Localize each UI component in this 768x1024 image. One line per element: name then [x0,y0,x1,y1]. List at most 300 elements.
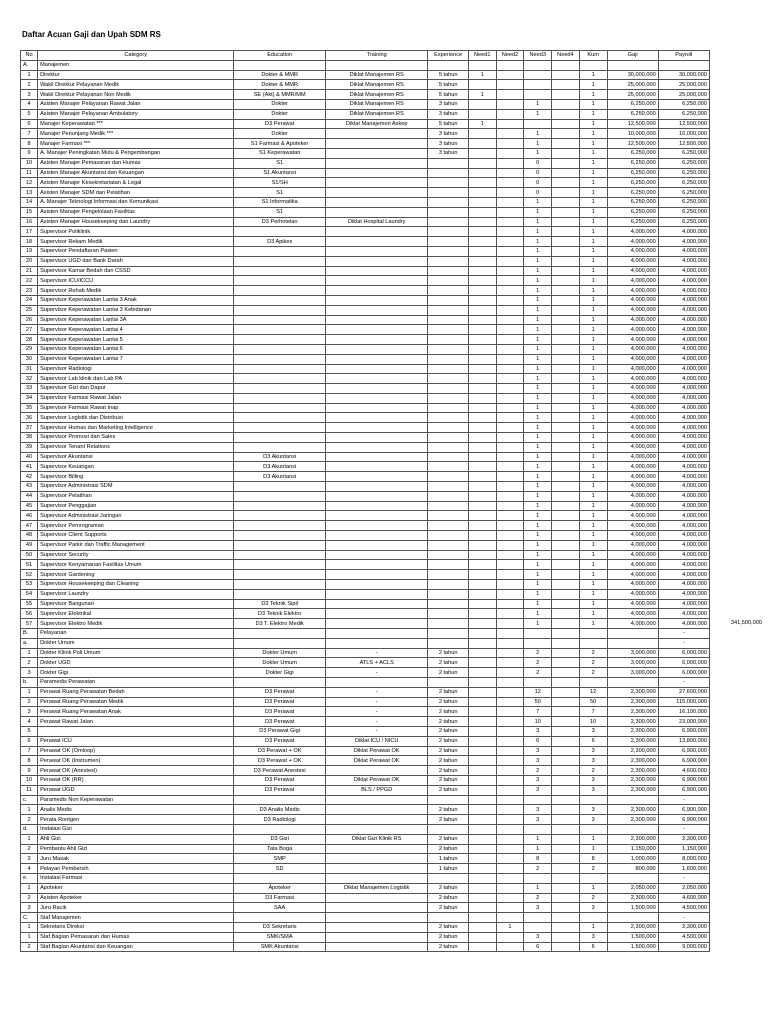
cell-need4 [552,60,580,70]
cell-need2 [496,335,524,345]
cell-experience [428,188,469,198]
cell-training [326,393,428,403]
cell-need4 [552,501,580,511]
cell-no: 22 [21,276,38,286]
cell-experience: 2 tahun [428,785,469,795]
cell-payroll: - [658,873,709,883]
cell-category: Perawat ICU [38,736,234,746]
cell-gaji: 25,000,000 [607,90,658,100]
cell-education [234,286,326,296]
cell-need1 [468,942,496,952]
cell-training [326,932,428,942]
cell-kum: 6 [579,736,607,746]
header-need4: Need4 [552,51,580,61]
table-row [21,766,710,776]
cell-no: 42 [21,472,38,482]
cell-education: D3 Perawat Gigi [234,726,326,736]
cell-kum: 3 [579,746,607,756]
cell-need3 [524,80,552,90]
cell-training [326,452,428,462]
cell-education: Tata Boga [234,844,326,854]
table-row [21,609,710,619]
cell-category: Dokter Gigi [38,668,234,678]
cell-need1 [468,60,496,70]
table-row [21,678,710,688]
cell-need3: 1 [524,393,552,403]
cell-category: Manajer Keperawatan *** [38,119,234,129]
cell-training: - [326,707,428,717]
cell-need3: 1 [524,237,552,247]
cell-need3: 1 [524,462,552,472]
cell-experience [428,452,469,462]
cell-kum: 2 [579,658,607,668]
cell-experience [428,511,469,521]
cell-kum: 2 [579,766,607,776]
cell-experience [428,599,469,609]
cell-no: 35 [21,403,38,413]
cell-need3: 1 [524,609,552,619]
cell-need4 [552,903,580,913]
cell-experience: 2 tahun [428,648,469,658]
cell-no: 3 [21,90,38,100]
table-header-row [21,51,710,61]
cell-need4 [552,589,580,599]
cell-kum: 3 [579,726,607,736]
table-row [21,922,710,932]
cell-payroll: 10,000,000 [658,129,709,139]
cell-need2 [496,217,524,227]
cell-need2 [496,864,524,874]
cell-category: Supervisor Keperawatan Lantai 5 [38,335,234,345]
cell-experience [428,433,469,443]
cell-no: 5 [21,726,38,736]
cell-experience: 5 tahun [428,70,469,80]
cell-category: Staf Bagian Akuntansi dan Keuangan [38,942,234,952]
cell-need3: 50 [524,697,552,707]
cell-category: Perawat Ruang Perawatan Anak [38,707,234,717]
cell-gaji: 1,150,000 [607,844,658,854]
cell-need3: 1 [524,511,552,521]
cell-need2 [496,491,524,501]
cell-need1 [468,413,496,423]
cell-need4 [552,854,580,864]
cell-gaji: 3,000,000 [607,658,658,668]
cell-experience [428,315,469,325]
cell-payroll: 4,000,000 [658,374,709,384]
cell-category: Supervisor Administrasi SDM [38,482,234,492]
table-row [21,893,710,903]
cell-need1 [468,756,496,766]
cell-need1 [468,775,496,785]
cell-need2 [496,452,524,462]
cell-gaji: 4,000,000 [607,227,658,237]
cell-need3: 2 [524,648,552,658]
cell-experience [428,482,469,492]
cell-training: Diklat Manajemen Logistik [326,883,428,893]
cell-need4 [552,423,580,433]
cell-need4 [552,148,580,158]
cell-need3: 3 [524,726,552,736]
cell-training [326,501,428,511]
cell-need1 [468,511,496,521]
cell-no: 7 [21,746,38,756]
cell-need4 [552,335,580,345]
cell-payroll: 4,000,000 [658,286,709,296]
cell-payroll: 6,900,000 [658,815,709,825]
cell-need2 [496,315,524,325]
cell-training: Diklat Gizi Klinik RS [326,834,428,844]
cell-need3: 1 [524,325,552,335]
cell-kum: 1 [579,462,607,472]
cell-category: Instalasi Gizi [38,824,234,834]
cell-education: Dokter & MMR [234,70,326,80]
cell-training: - [326,717,428,727]
cell-need3 [524,629,552,639]
cell-training [326,531,428,541]
cell-experience [428,638,469,648]
cell-education: SD [234,864,326,874]
cell-need2 [496,511,524,521]
cell-education: Dokter Umum [234,658,326,668]
cell-training [326,482,428,492]
cell-training [326,599,428,609]
cell-need1 [468,589,496,599]
cell-kum: 1 [579,433,607,443]
cell-need3: 1 [524,246,552,256]
cell-need1 [468,80,496,90]
cell-experience [428,168,469,178]
cell-no: 39 [21,442,38,452]
cell-gaji [607,913,658,923]
header-need1: Need1 [468,51,496,61]
cell-training [326,491,428,501]
cell-need1 [468,295,496,305]
cell-need1 [468,824,496,834]
cell-experience [428,580,469,590]
cell-training: - [326,726,428,736]
cell-need1 [468,668,496,678]
table-row [21,60,710,70]
cell-need4 [552,678,580,688]
cell-need1 [468,374,496,384]
cell-kum [579,913,607,923]
cell-category: Asisten Manajer Akuntansi dan Keuangan [38,168,234,178]
cell-no: 1 [21,922,38,932]
cell-gaji: 4,000,000 [607,452,658,462]
cell-payroll: 4,000,000 [658,276,709,286]
cell-need2 [496,80,524,90]
cell-training [326,168,428,178]
cell-gaji [607,795,658,805]
cell-payroll: 4,000,000 [658,344,709,354]
cell-payroll: 4,000,000 [658,501,709,511]
cell-need3: 1 [524,207,552,217]
cell-training: - [326,697,428,707]
cell-kum: 1 [579,580,607,590]
cell-kum: 1 [579,158,607,168]
cell-education: D3 Perawat + OK [234,756,326,766]
cell-need3: 6 [524,736,552,746]
cell-need1 [468,354,496,364]
cell-need1 [468,472,496,482]
cell-kum: 1 [579,599,607,609]
cell-category: Perawat Ruang Perawatan Medik [38,697,234,707]
cell-category: Supervisor Keperawatan Lantai 7 [38,354,234,364]
cell-need2 [496,746,524,756]
cell-need3: 3 [524,932,552,942]
cell-kum [579,824,607,834]
cell-need2 [496,932,524,942]
cell-payroll: 25,000,000 [658,90,709,100]
cell-experience [428,795,469,805]
cell-experience: 3 tahun [428,129,469,139]
cell-payroll: 4,000,000 [658,227,709,237]
cell-gaji: 2,300,000 [607,756,658,766]
cell-need2 [496,658,524,668]
cell-category: Supervisor Client Supports [38,531,234,541]
cell-no: 49 [21,540,38,550]
cell-category: Dokter Klinik Poli Umum [38,648,234,658]
header-category: Category [38,51,234,61]
cell-need4 [552,482,580,492]
cell-need1 [468,903,496,913]
cell-training [326,629,428,639]
cell-need2 [496,570,524,580]
cell-need3: 1 [524,148,552,158]
table-row [21,932,710,942]
cell-need2 [496,423,524,433]
cell-gaji: 4,000,000 [607,550,658,560]
table-row [21,472,710,482]
cell-experience [428,501,469,511]
table-row [21,335,710,345]
cell-training [326,158,428,168]
table-row [21,648,710,658]
cell-no: c. [21,795,38,805]
cell-need3: 1 [524,482,552,492]
cell-training [326,364,428,374]
table-row [21,246,710,256]
cell-kum: 1 [579,129,607,139]
cell-need3 [524,60,552,70]
cell-need1 [468,658,496,668]
cell-kum: 1 [579,413,607,423]
cell-no: C. [21,913,38,923]
table-row [21,207,710,217]
cell-need3 [524,922,552,932]
cell-need3: 1 [524,883,552,893]
cell-need2 [496,668,524,678]
cell-education [234,227,326,237]
cell-kum [579,638,607,648]
cell-need3: 1 [524,844,552,854]
cell-need4 [552,207,580,217]
cell-kum: 1 [579,344,607,354]
cell-need1 [468,325,496,335]
cell-need2 [496,295,524,305]
cell-need1 [468,599,496,609]
cell-experience: 2 tahun [428,932,469,942]
cell-need3 [524,638,552,648]
cell-no: 30 [21,354,38,364]
cell-no: 54 [21,589,38,599]
cell-training: Diklat Manajemen RS [326,90,428,100]
cell-no: 9 [21,148,38,158]
cell-no: 12 [21,178,38,188]
cell-need3: 1 [524,266,552,276]
cell-experience: 2 tahun [428,668,469,678]
cell-education [234,873,326,883]
cell-need2 [496,795,524,805]
cell-category [38,726,234,736]
cell-category: Supervisor Keperawatan Lantai 6 [38,344,234,354]
cell-category: Perawat OK (Anestesi) [38,766,234,776]
cell-education: S1 Keperawatan [234,148,326,158]
cell-need2 [496,442,524,452]
header-need3: Need3 [524,51,552,61]
cell-need4 [552,638,580,648]
cell-need1 [468,678,496,688]
cell-need2 [496,188,524,198]
cell-need3 [524,70,552,80]
cell-need3: 1 [524,452,552,462]
cell-need2 [496,403,524,413]
table-row [21,452,710,462]
cell-no: B. [21,629,38,639]
table-row [21,942,710,952]
cell-training: Diklat Manajemen RS [326,80,428,90]
header-education: Education [234,51,326,61]
cell-experience [428,60,469,70]
cell-payroll: 6,900,000 [658,756,709,766]
cell-category: Supervisor Housekeeping dan Cleaning [38,580,234,590]
cell-training: ATLS + ACLS [326,658,428,668]
cell-need2 [496,158,524,168]
cell-gaji: 4,000,000 [607,599,658,609]
cell-education: D3 Farmasi [234,893,326,903]
cell-education [234,638,326,648]
header-no: No [21,51,38,61]
cell-need4 [552,139,580,149]
cell-payroll: 4,000,000 [658,315,709,325]
cell-gaji: 12,500,000 [607,139,658,149]
cell-category: Supervisor Promosi dan Sales [38,433,234,443]
cell-gaji: 30,000,000 [607,70,658,80]
cell-need4 [552,815,580,825]
cell-gaji: 4,000,000 [607,589,658,599]
cell-gaji: 6,250,000 [607,158,658,168]
cell-payroll: 2,300,000 [658,922,709,932]
cell-need4 [552,491,580,501]
table-row [21,305,710,315]
cell-category: Apoteker [38,883,234,893]
cell-need3: 1 [524,354,552,364]
cell-need4 [552,237,580,247]
table-row [21,276,710,286]
cell-need3 [524,795,552,805]
header-training: Training [326,51,428,61]
cell-education: D3 Perawat [234,736,326,746]
cell-training [326,129,428,139]
table-row [21,393,710,403]
cell-gaji: 2,300,000 [607,746,658,756]
cell-need2 [496,638,524,648]
cell-category: Wakil Direktur Pelayanan Medik [38,80,234,90]
cell-category: Dokter Umum [38,638,234,648]
cell-gaji: 3,000,000 [607,648,658,658]
cell-experience [428,227,469,237]
cell-experience: 1 tahun [428,854,469,864]
cell-category: Supervisor Billing [38,472,234,482]
cell-need4 [552,305,580,315]
cell-experience [428,609,469,619]
cell-need4 [552,99,580,109]
cell-training [326,403,428,413]
cell-need2 [496,148,524,158]
cell-experience: 2 tahun [428,697,469,707]
cell-payroll: 4,000,000 [658,335,709,345]
cell-gaji: 4,000,000 [607,237,658,247]
table-row [21,442,710,452]
cell-no: 2 [21,697,38,707]
cell-education [234,482,326,492]
cell-kum [579,873,607,883]
cell-need1 [468,364,496,374]
table-row [21,178,710,188]
cell-kum: 1 [579,609,607,619]
cell-need4 [552,178,580,188]
cell-need4 [552,922,580,932]
cell-need1 [468,442,496,452]
cell-kum: 2 [579,648,607,658]
cell-gaji: 4,000,000 [607,462,658,472]
cell-experience [428,364,469,374]
table-row [21,315,710,325]
cell-no: 8 [21,756,38,766]
cell-need2 [496,844,524,854]
cell-education: D3 Perawat [234,717,326,727]
cell-experience: 2 tahun [428,775,469,785]
cell-need3: 7 [524,707,552,717]
cell-need3: 1 [524,442,552,452]
cell-category: Supervisor Keperawatan Lantai 4 [38,325,234,335]
cell-kum: 1 [579,393,607,403]
cell-need3 [524,873,552,883]
cell-need3: 1 [524,276,552,286]
table-row [21,148,710,158]
cell-payroll: 4,000,000 [658,580,709,590]
cell-education [234,325,326,335]
cell-no: b. [21,678,38,688]
cell-gaji: 4,000,000 [607,570,658,580]
cell-training [326,305,428,315]
cell-need4 [552,364,580,374]
cell-gaji: 4,000,000 [607,531,658,541]
cell-need3: 1 [524,344,552,354]
cell-training [326,60,428,70]
cell-gaji [607,60,658,70]
cell-kum: 1 [579,295,607,305]
cell-no: 1 [21,648,38,658]
cell-need1 [468,697,496,707]
cell-need4 [552,442,580,452]
cell-need4 [552,295,580,305]
cell-need1 [468,922,496,932]
cell-experience [428,531,469,541]
table-row [21,864,710,874]
cell-experience [428,354,469,364]
table-row [21,384,710,394]
